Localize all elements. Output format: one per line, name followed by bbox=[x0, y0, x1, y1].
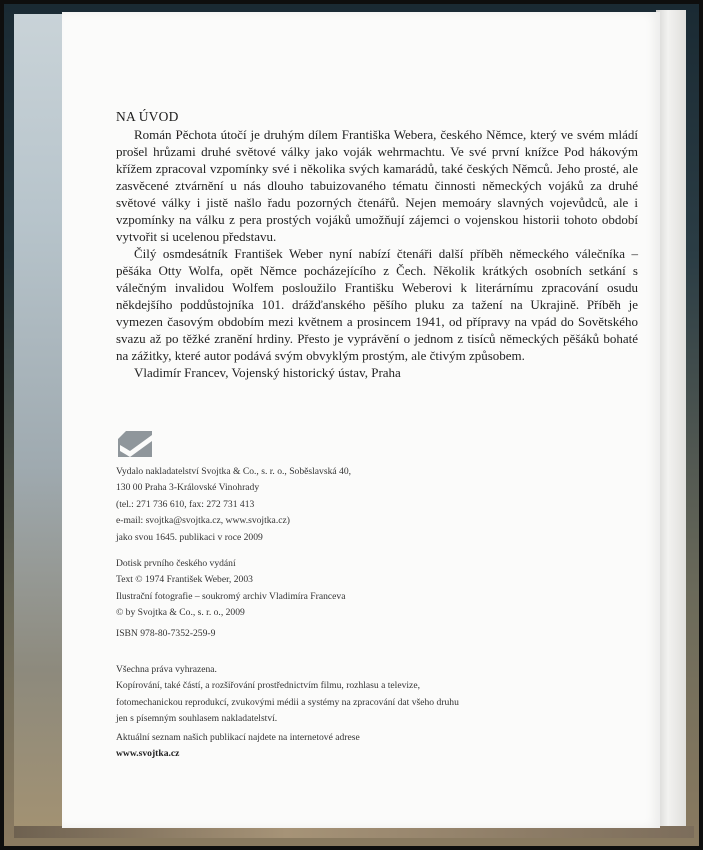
catalog-block bbox=[116, 730, 536, 763]
rights-line: fotomechanickou reprodukcí, zvukovými médii a systémy na zpracování dat všeho druhu bbox=[116, 696, 459, 708]
isbn: ISBN 978-80-7352-259-9 bbox=[116, 628, 216, 639]
rights-line: Všechna práva vyhrazena. bbox=[116, 664, 217, 675]
catalog-url: www.svojtka.cz bbox=[116, 748, 180, 760]
publisher-line: e-mail: svojtka@svojtka.cz, www.svojtka.cz) bbox=[116, 515, 290, 527]
endpaper-left bbox=[14, 14, 66, 834]
publisher-line: (tel.: 271 736 610, fax: 272 731 413 bbox=[116, 498, 255, 510]
publisher-line: Vydalo nakladatelství Svojtka & Co., s. r. o., Soběslavská 40, bbox=[116, 466, 352, 477]
rights-line: Kopírování, také částí, a rozšiřování prostřednictvím filmu, rozhlasu a televize, bbox=[116, 680, 420, 692]
credits-line: Dotisk prvního českého vydání bbox=[116, 558, 236, 569]
intro-paragraph-2: Čilý osmdesátník František Weber nyní nabízí čtenáři další příběh německého válečníka – pěšáka Otty Wolfa, opět Němce pocházejícího z Čech. Několik krátkých osobních setkání s válečným invalidou Wolfem posloužilo Františku Weberovi k literárnímu zpracování osudu někdejšího poddůstojníka 101. drážďanského pěšího pluku za tažení na Ukrajině. Příběh je vymezen časovým obdobím mezi květnem a prosincem 1941, od přípravy na vpád do Sovětského svazu až po těžké zranění hrdiny. Přesto je vyprávění o jednom z tisíců německých pěšáků bohaté na zážitky, které autor podává svým obvyklým prostým, ale čtivým způsobem. bbox=[116, 246, 638, 363]
rights-block bbox=[116, 662, 536, 728]
page-title: NA ÚVOD bbox=[116, 109, 179, 124]
credits-line: © by Svojtka & Co., s. r. o., 2009 bbox=[116, 607, 245, 619]
rights-line: jen s písemným souhlasem nakladatelství. bbox=[116, 713, 278, 725]
intro-paragraph-1: Román Pěchota útočí je druhým dílem Františka Webera, českého Němce, který ve svém mládí prošel hrůzami druhé světové války jako voják wehrmachtu. Ve své první knížce Pod hákovým křížem zpracoval vzpomínky své i několika svých kamarádů, také českých Němců. Jeho prosté, ale zasvěcené ztvárnění u nás dlouho tabuizovaného tématu činnosti německých vojáků za druhé světové války i jistě našlo řadu pozorných čtenářů. Nejen memoáry slavných vojevůdců, ale i vzpomínky na válku z pera prostých vojáků umožňují zájemci o vojenskou historii tohoto období vytvořit si ucelenou představu. bbox=[116, 127, 638, 244]
book-spine-edge bbox=[656, 10, 686, 836]
isbn-block bbox=[116, 626, 536, 642]
intro-text bbox=[116, 126, 638, 381]
intro-signature: Vladimír Francev, Vojenský historický ústav, Praha bbox=[134, 365, 401, 380]
catalog-line: Aktuální seznam našich publikací najdete na internetové adrese bbox=[116, 732, 360, 743]
publisher-line: 130 00 Praha 3-Královské Vinohrady bbox=[116, 482, 260, 494]
publisher-block bbox=[116, 464, 536, 546]
credits-line: Text © 1974 František Weber, 2003 bbox=[116, 574, 253, 586]
publisher-line: jako svou 1645. publikaci v roce 2009 bbox=[116, 531, 263, 543]
publisher-logo-icon bbox=[116, 425, 154, 459]
credits-block bbox=[116, 556, 536, 622]
credits-line: Ilustrační fotografie – soukromý archiv Vladimíra Franceva bbox=[116, 590, 346, 602]
